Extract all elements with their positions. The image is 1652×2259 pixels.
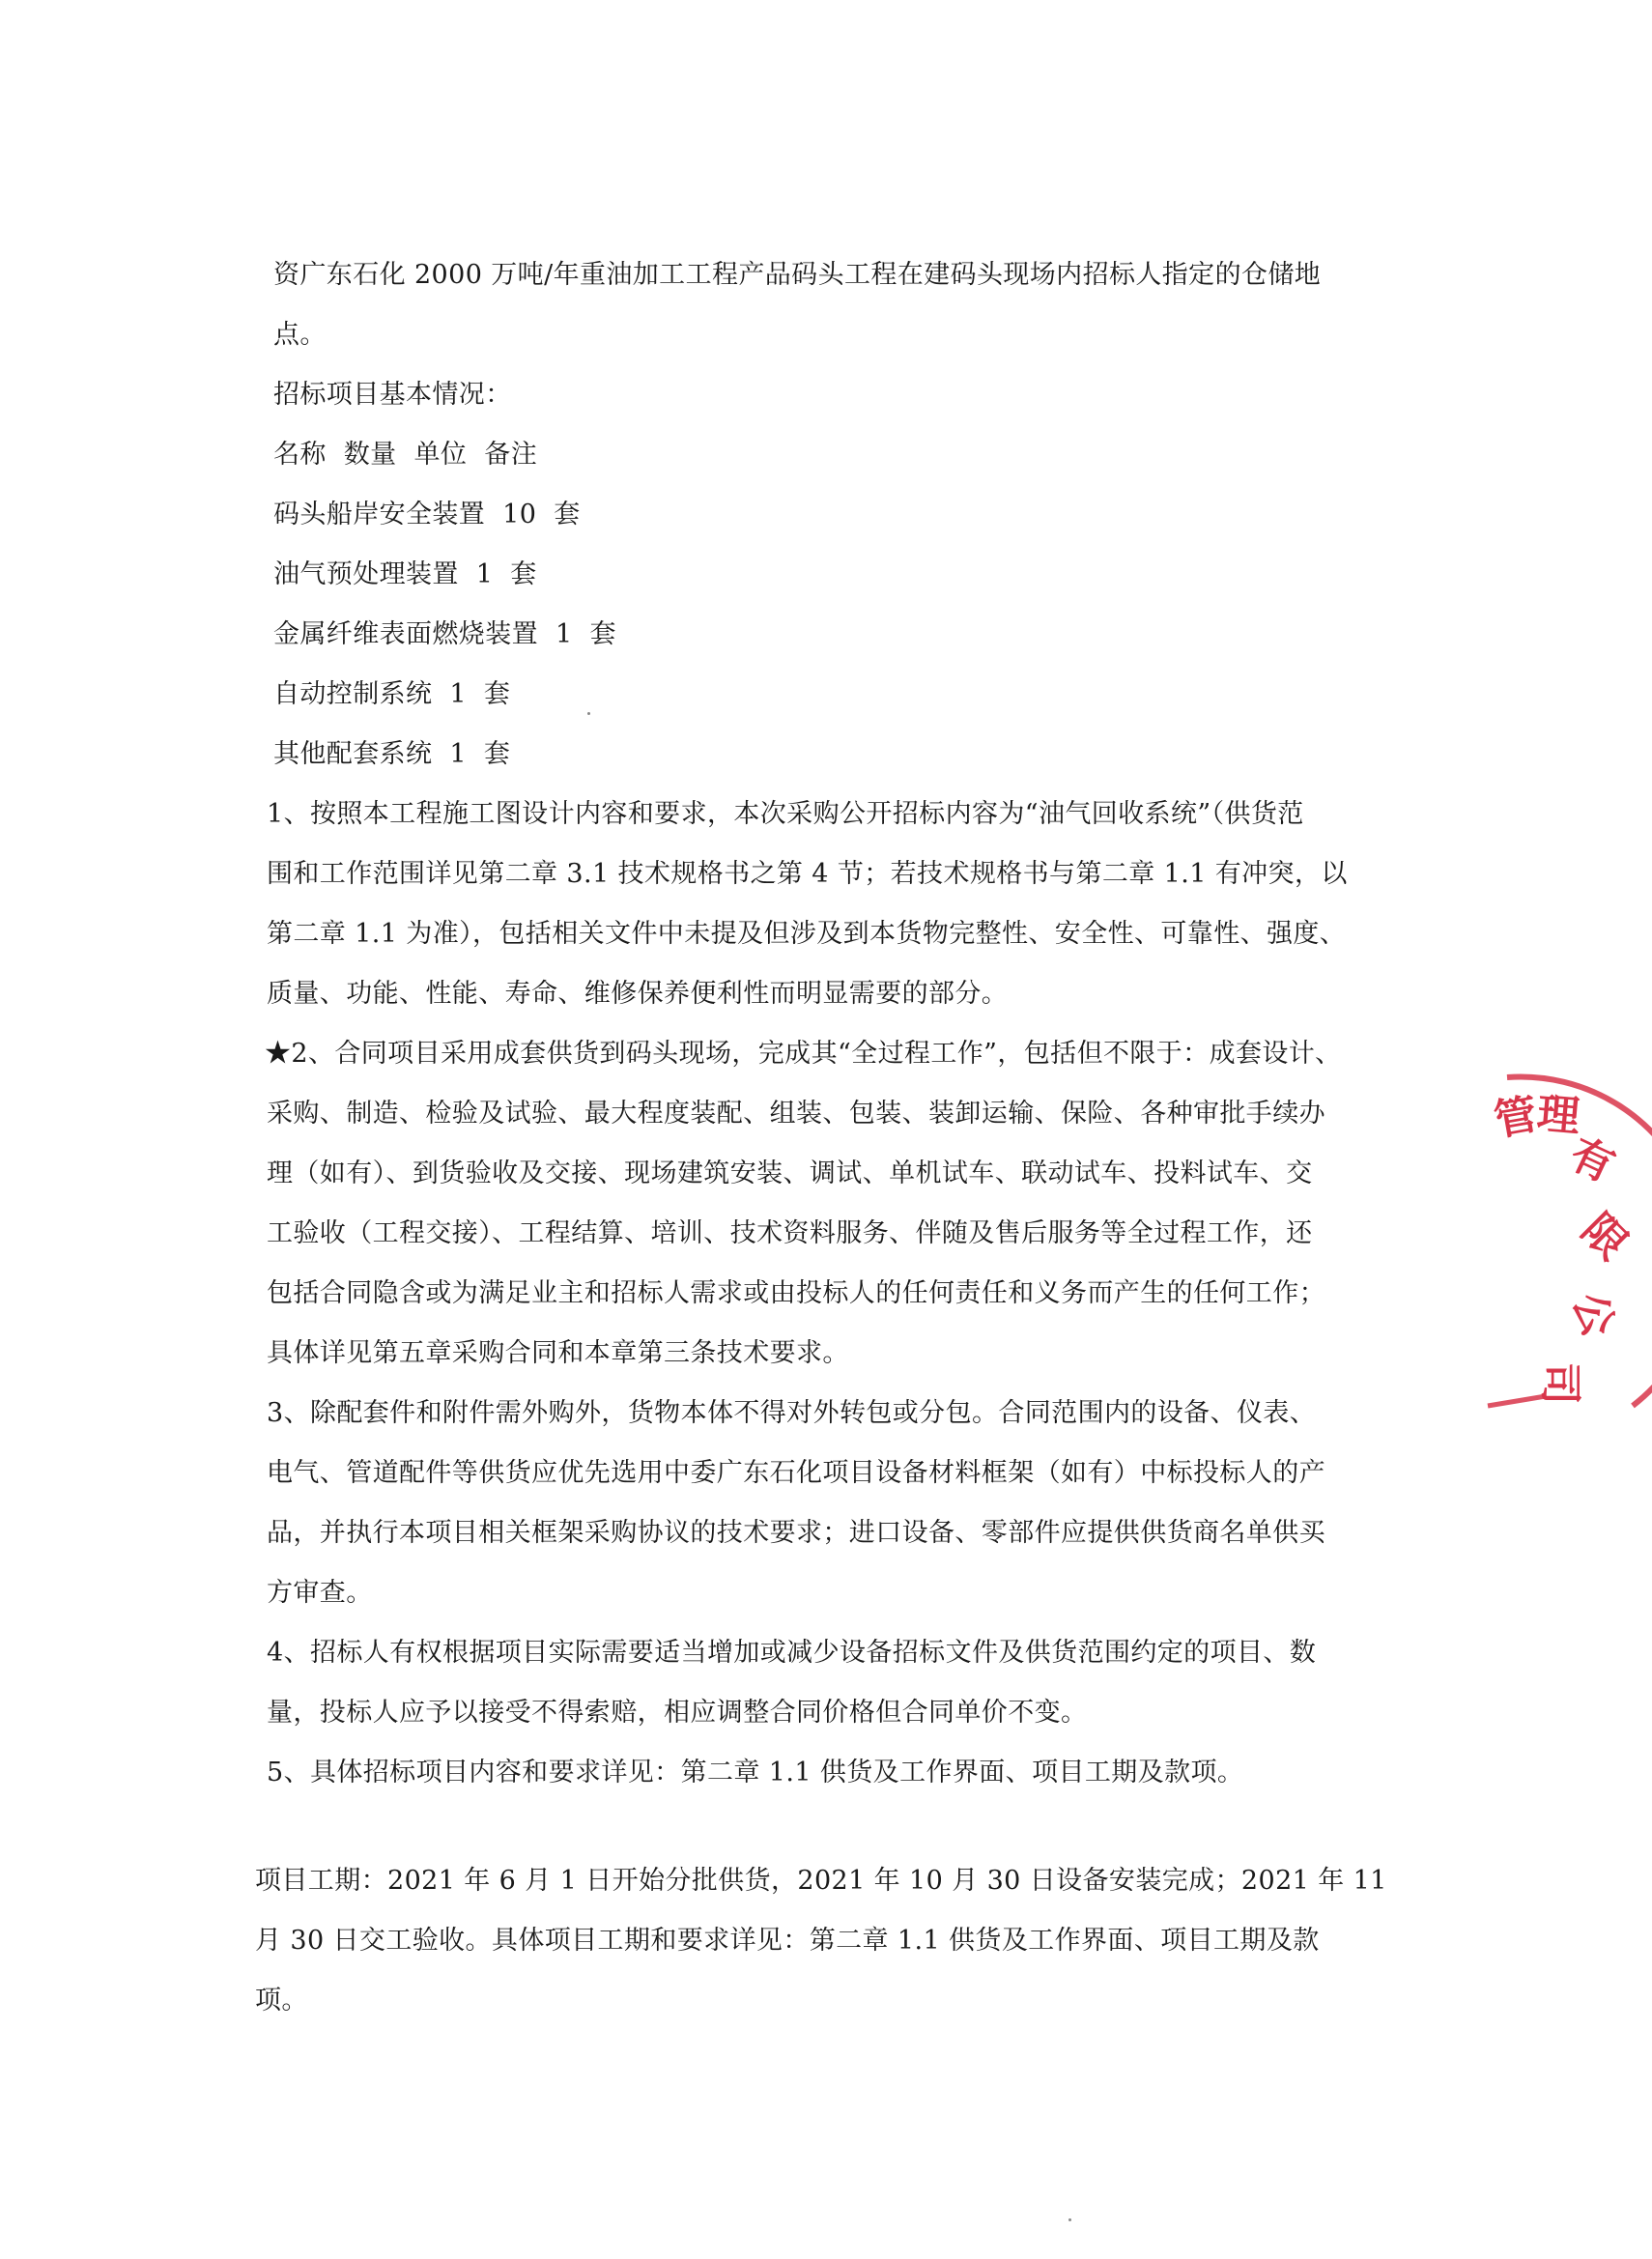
text-line: 电气、管道配件等供货应优先选用中委广东石化项目设备材料框架（如有）中标投标人的产 bbox=[267, 1458, 1325, 1488]
text-line: 量，投标人应予以接受不得索赔，相应调整合同价格但合同单价不变。 bbox=[267, 1698, 1088, 1728]
text-line: 招标项目基本情况： bbox=[273, 380, 512, 410]
text-line: 自动控制系统 1 套 bbox=[273, 679, 511, 709]
text-line: ★2、合同项目采用成套供货到码头现场，完成其“全过程工作”，包括但不限于：成套设计、 bbox=[265, 1039, 1342, 1069]
text-line: 质量、功能、性能、寿命、维修保养便利性而明显需要的部分。 bbox=[267, 979, 1009, 1009]
text-line: 第二章 1.1 为准），包括相关文件中未提及但涉及到本货物完整性、安全性、可靠性、强度、 bbox=[267, 919, 1347, 949]
svg-text:公: 公 bbox=[1562, 1286, 1624, 1344]
svg-text:有: 有 bbox=[1562, 1129, 1622, 1192]
text-line: 名称 数量 单位 备注 bbox=[273, 440, 538, 470]
text-line: 1、按照本工程施工图设计内容和要求，本次采购公开招标内容为“油气回收系统”（供货范 bbox=[267, 799, 1304, 829]
text-line: 月 30 日交工验收。具体项目工期和要求详见：第二章 1.1 供货及工作界面、项目工期及款 bbox=[255, 1926, 1320, 1956]
scan-speck bbox=[1068, 2218, 1071, 2221]
scan-speck bbox=[587, 712, 590, 715]
text-line: 工验收（工程交接）、工程结算、培训、技术资料服务、伴随及售后服务等全过程工作，还 bbox=[267, 1218, 1313, 1248]
text-line: 采购、制造、检验及试验、最大程度装配、组装、包装、装卸运输、保险、各种审批手续办 bbox=[267, 1099, 1325, 1129]
text-line: 理（如有）、到货验收及交接、现场建筑安装、调试、单机试车、联动试车、投料试车、交 bbox=[267, 1158, 1313, 1188]
text-line: 其他配套系统 1 套 bbox=[273, 739, 511, 769]
text-line: 具体详见第五章采购合同和本章第三条技术要求。 bbox=[267, 1338, 849, 1368]
text-line: 方审查。 bbox=[267, 1578, 373, 1608]
text-line: 油气预处理装置 1 套 bbox=[273, 559, 537, 589]
svg-text:管: 管 bbox=[1491, 1089, 1542, 1146]
text-line: 项目工期：2021 年 6 月 1 日开始分批供货，2021 年 10 月 30 日设备安装完成；2021 年 11 bbox=[255, 1866, 1387, 1896]
svg-text:限: 限 bbox=[1572, 1204, 1638, 1270]
svg-text:理: 理 bbox=[1535, 1089, 1582, 1142]
text-line: 品，并执行本项目相关框架采购协议的技术要求；进口设备、零部件应提供供货商名单供买 bbox=[267, 1518, 1325, 1548]
text-line: 码头船岸安全装置 10 套 bbox=[273, 500, 581, 529]
text-line: 点。 bbox=[273, 320, 327, 350]
text-line: 3、除配套件和附件需外购外，货物本体不得对外转包或分包。合同范围内的设备、仪表、 bbox=[267, 1398, 1317, 1428]
text-line: 4、招标人有权根据项目实际需要适当增加或减少设备招标文件及供货范围约定的项目、数 bbox=[267, 1638, 1317, 1668]
text-line: 围和工作范围详见第二章 3.1 技术规格书之第 4 节；若技术规格书与第二章 1.1 有冲突，以 bbox=[267, 859, 1348, 889]
text-line: 包括合同隐含或为满足业主和招标人需求或由投标人的任何责任和义务而产生的任何工作； bbox=[267, 1278, 1325, 1308]
text-line: 项。 bbox=[255, 1986, 308, 2016]
text-line: 金属纤维表面燃烧装置 1 套 bbox=[273, 619, 616, 649]
svg-text:司: 司 bbox=[1535, 1362, 1584, 1405]
official-seal bbox=[1488, 1058, 1652, 1425]
text-line: 5、具体招标项目内容和要求详见：第二章 1.1 供货及工作界面、项目工期及款项。 bbox=[267, 1758, 1244, 1787]
text-line: 资广东石化 2000 万吨/年重油加工工程产品码头工程在建码头现场内招标人指定的仓储地 bbox=[273, 260, 1322, 290]
